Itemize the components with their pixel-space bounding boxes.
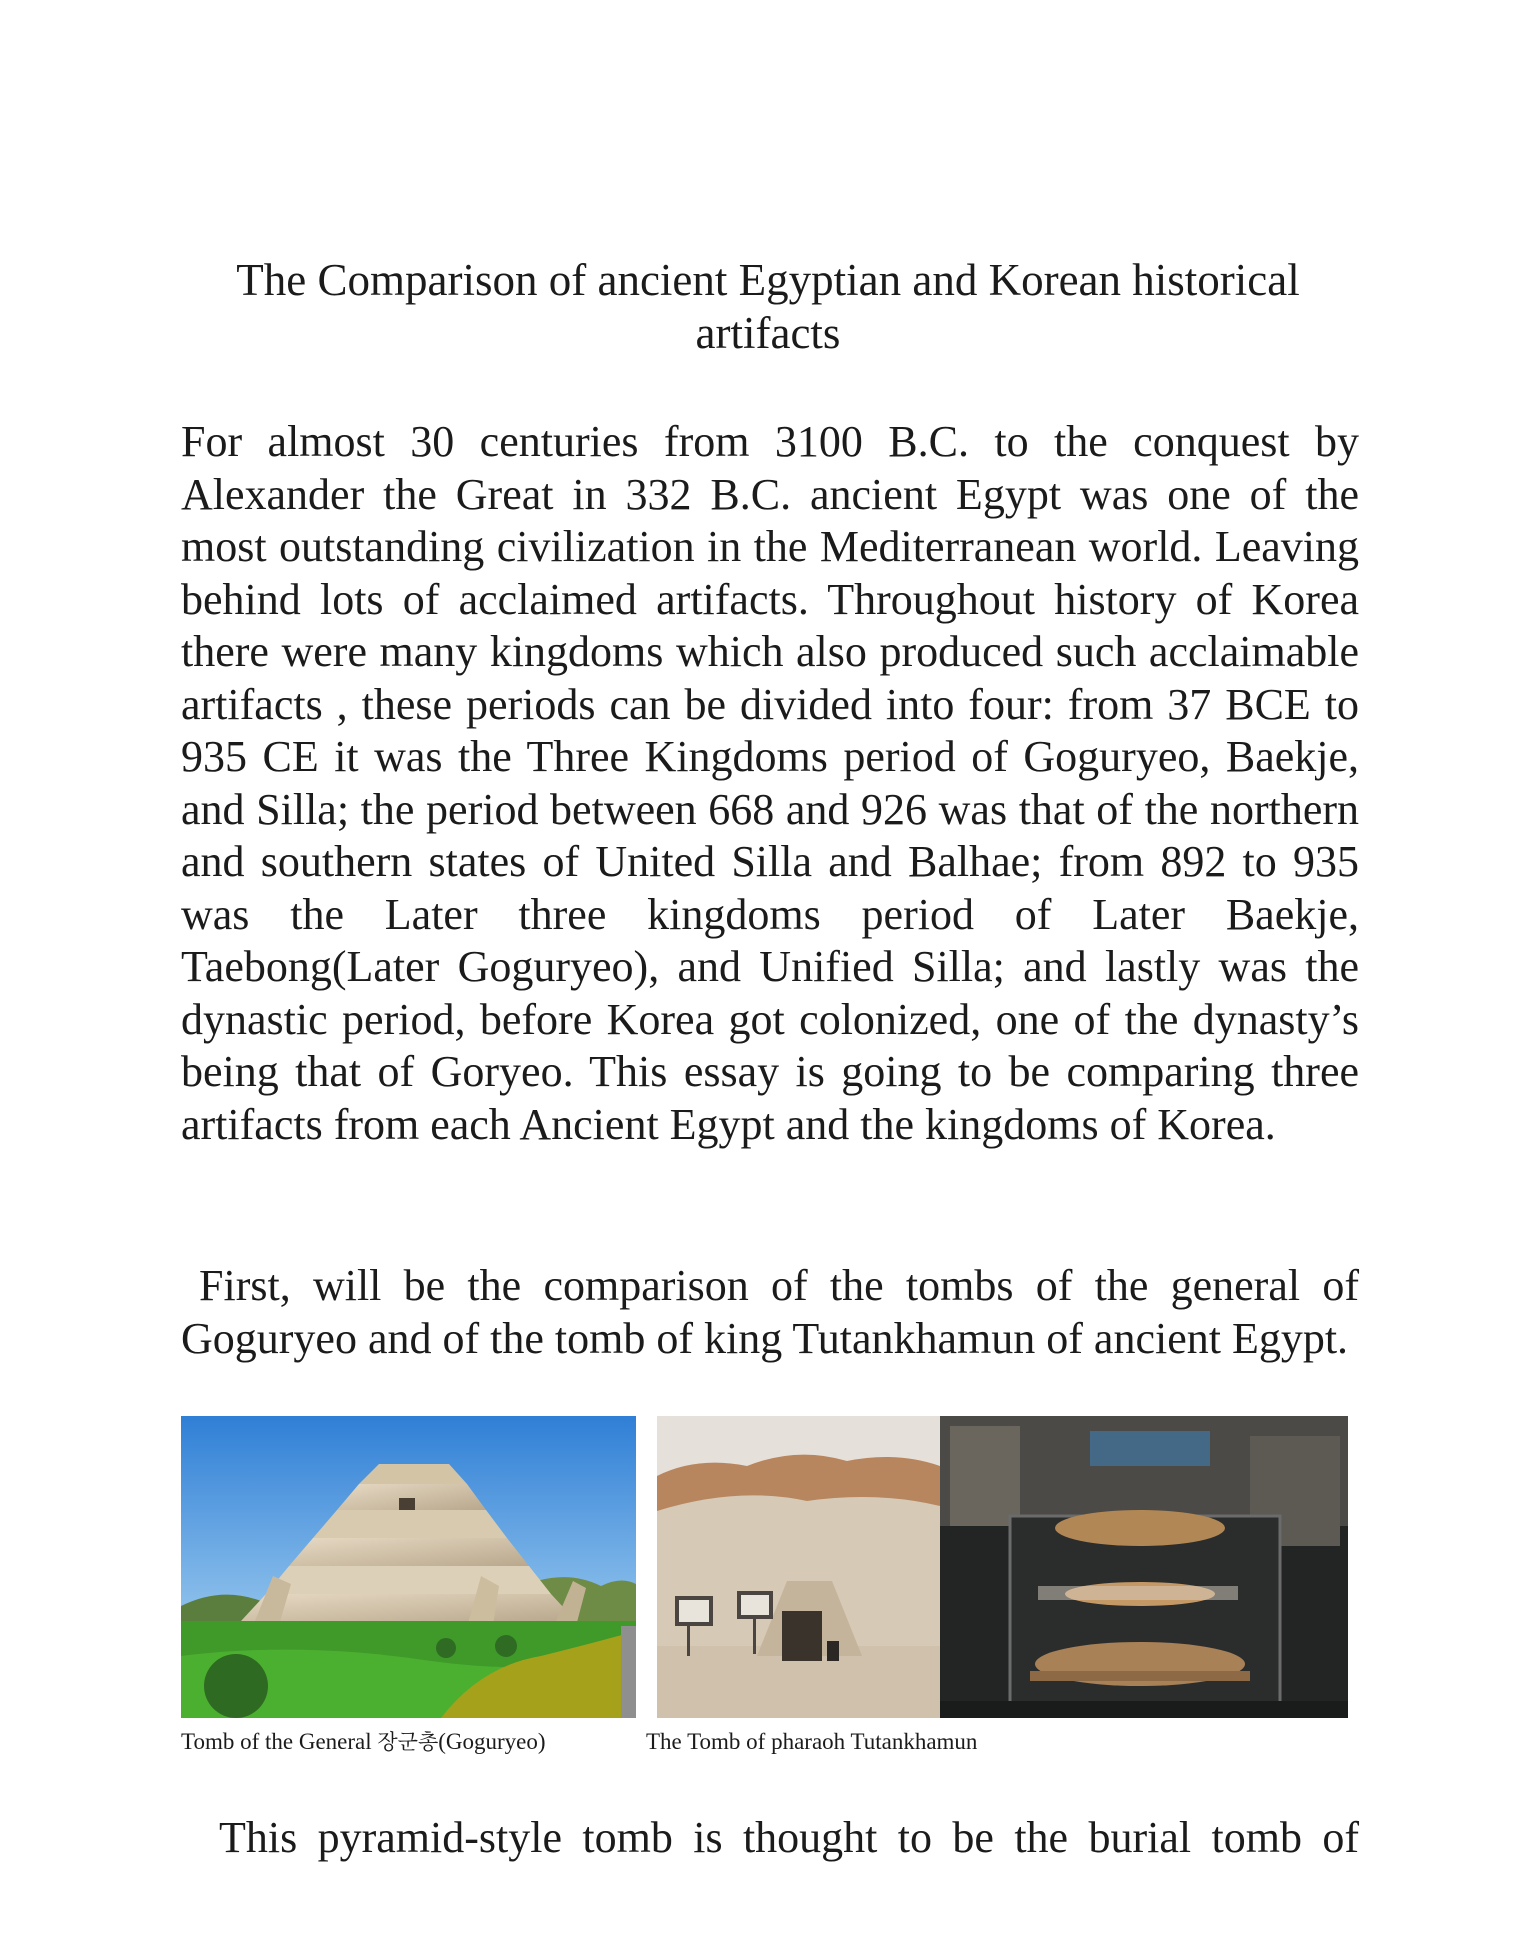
tutankhamun-coffins-photo — [940, 1416, 1348, 1718]
tutankhamun-tomb-entrance-photo — [657, 1416, 940, 1718]
general-tomb-photo — [181, 1416, 636, 1718]
document-title: The Comparison of ancient Egyptian and Korean historical artifacts — [236, 255, 1300, 358]
intro-paragraph: For almost 30 centuries from 3100 B.C. to the conquest by Alexander the Great in 332 B.C. ancient Egypt was one of the most outstanding civilization in the Mediterranean world. Leaving behind lots of acclaimed artifacts. Throughout history of Korea there were many kingdoms which also produced such acclaimable artifacts , these periods can be divided into four: from 37 BCE to 935 CE it was the Three Kingdoms period of Goguryeo, Baekje, and Silla; the period between 668 and 926 was that of the northern and southern states of United Silla and Balhae; from 892 to 935 was the Later three kingdoms period of Later Baekje, Taebong(Later Goguryeo), and Unified Silla; and lastly was the dynastic period, before Korea got colonized, one of the dynasty’s being that of Goryeo. This essay is going to be comparing three artifacts from each Ancient Egypt and the kingdoms of Korea. — [181, 417, 1359, 1149]
caption-suffix: (Goguryeo) — [438, 1729, 546, 1754]
pyramid-tomb-paragraph: This pyramid-style tomb is thought to be the burial tomb of — [219, 1813, 1359, 1862]
tutankhamun-tomb-caption: The Tomb of pharaoh Tutankhamun — [646, 1729, 978, 1754]
tomb-comparison-paragraph: First, will be the comparison of the tombs of the general of Goguryeo and of the tomb of king Tutankhamun of ancient Egypt. — [181, 1261, 1359, 1363]
caption-prefix: Tomb of the General — [181, 1729, 378, 1754]
general-tomb-caption — [181, 1728, 546, 1756]
caption-hangul: 장군총 — [377, 1730, 439, 1754]
